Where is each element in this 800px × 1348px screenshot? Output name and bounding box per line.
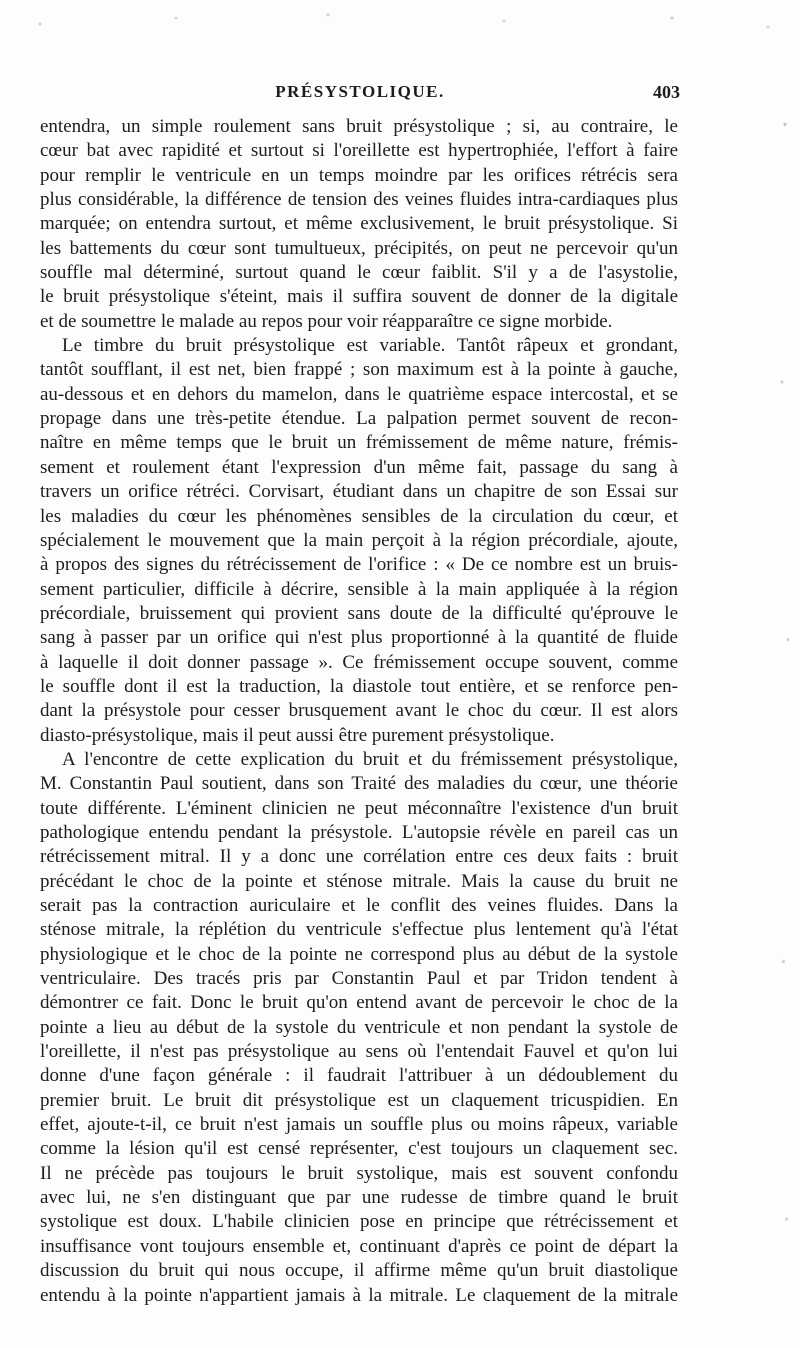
text-line: effet, ajoute-t-il, ce bruit n'est jamais un souffle plus ou moins râpeux, variable (40, 1114, 678, 1136)
page-number: 403 (653, 82, 680, 102)
text-line: l'oreillette, il n'est pas présystolique au sens où l'entendait Fauvel et qu'on lui (40, 1041, 678, 1063)
text-line: sement et roulement étant l'expression d'un même fait, passage du sang à (40, 456, 678, 478)
text-line: comme la lésion qu'il est censé représenter, c'est toujours un claquement sec. (40, 1138, 678, 1160)
text-line: à propos des signes du rétrécissement de l'orifice : « De ce nombre est un bruis- (40, 554, 678, 576)
text-line: diasto-présystolique, mais il peut aussi être purement présystolique. (40, 724, 555, 746)
text-line: le souffle dont il est la traduction, la diastole tout entière, et se renforce pen- (40, 675, 678, 697)
text-line: cœur bat avec rapidité et surtout si l'oreillette est hypertrophiée, l'effort à faire (40, 140, 678, 162)
body-text (40, 115, 678, 1308)
text-line: démontrer ce fait. Donc le bruit qu'on entend avant de percevoir le choc de la (40, 992, 678, 1014)
text-line: entendra, un simple roulement sans bruit présystolique ; si, au contraire, le (40, 116, 678, 137)
text-line: souffle mal déterminé, surtout quand le cœur faiblit. S'il y a de l'asystolie, (40, 262, 678, 284)
text-line: systolique est doux. L'habile clinicien pose en principe que rétrécissement et (40, 1211, 678, 1233)
text-line: donne d'une façon générale : il faudrait l'attribuer à un dédoublement du (40, 1065, 678, 1087)
text-line: discussion du bruit qui nous occupe, il affirme même qu'un bruit diastolique (40, 1260, 678, 1282)
text-line: sténose mitrale, la réplétion du ventricule s'effectue plus lentement qu'à l'état (40, 919, 678, 941)
text-line: marquée; on entendra surtout, et même exclusivement, le bruit présystolique. Si (40, 213, 678, 235)
text-line: physiologique et le choc de la pointe ne correspond plus au début de la systole (40, 943, 678, 965)
text-line: Le timbre du bruit présystolique est variable. Tantôt râpeux et grondant, (62, 335, 678, 357)
text-line: propage dans une très-petite étendue. La palpation permet souvent de recon- (40, 408, 678, 430)
text-line: précordiale, bruissement qui provient sans doute de la difficulté qu'éprouve le (40, 602, 678, 624)
running-title: PRÉSYSTOLIQUE. (275, 82, 445, 101)
text-line: spécialement le mouvement que la main perçoit à la région précordiale, ajoute, (40, 529, 678, 551)
text-line: toute différente. L'éminent clinicien ne peut méconnaître l'existence d'un bruit (40, 797, 678, 819)
text-line: rétrécissement mitral. Il y a donc une corrélation entre ces deux faits : bruit (40, 846, 678, 868)
scan-noise-top (0, 0, 800, 60)
scan-noise-right (770, 60, 800, 1348)
text-line: serait pas la contraction auriculaire et le conflit des veines fluides. Dans la (40, 895, 678, 916)
text-line: pour remplir le ventricule en un temps moindre par les orifices rétrécis sera (40, 164, 678, 186)
text-line: le bruit présystolique s'éteint, mais il suffira souvent de donner de la digitale (40, 286, 678, 308)
text-line: sement particulier, difficile à décrire, sensible à la main appliquée à la région (40, 578, 678, 600)
text-line: au-dessous et en dehors du mamelon, dans le quatrième espace intercostal, et se (40, 383, 678, 405)
text-line: tantôt soufflant, il est net, bien frappé ; son maximum est à la pointe à gauche, (40, 359, 678, 381)
text-line: entendu à la pointe n'appartient jamais à la mitrale. Le claquement de la mitrale (40, 1284, 678, 1306)
text-line: Il ne précède pas toujours le bruit systolique, mais est souvent confondu (40, 1162, 678, 1184)
text-line: avec lui, ne s'en distinguant que par une rudesse de timbre quand le bruit (40, 1187, 678, 1209)
text-line: M. Constantin Paul soutient, dans son Traité des maladies du cœur, une théorie (40, 773, 678, 795)
text-line: naître en même temps que le bruit un frémissement de même nature, frémis- (40, 432, 678, 454)
text-line: sang à passer par un orifice qui n'est plus proportionné à la quantité de fluide (40, 627, 678, 649)
text-line: les maladies du cœur les phénomènes sensibles de la circulation du cœur, et (40, 505, 678, 527)
running-head (40, 82, 680, 110)
text-line: dant la présystole pour cesser brusquement avant le choc du cœur. Il est alors (40, 700, 678, 722)
text-line: A l'encontre de cette explication du bruit et du frémissement présystolique, (62, 748, 678, 770)
text-line: à laquelle il doit donner passage ». Ce frémissement occupe souvent, comme (40, 651, 678, 673)
text-line: précédant le choc de la pointe et sténose mitrale. Mais la cause du bruit ne (40, 870, 678, 892)
text-line: plus considérable, la différence de tension des veines fluides intra-cardiaques plus (40, 189, 678, 211)
text-line: ventriculaire. Des tracés pris par Constantin Paul et par Tridon tendent à (40, 968, 678, 990)
text-line: pointe a lieu au début de la systole du ventricule et non pendant la systole de (40, 1016, 678, 1038)
text-line: premier bruit. Le bruit dit présystolique est un claquement tricuspidien. En (40, 1089, 678, 1111)
text-line: insuffisance vont toujours ensemble et, continuant d'après ce point de départ la (40, 1235, 678, 1257)
text-line: les battements du cœur sont tumultueux, précipités, on peut ne percevoir qu'un (40, 237, 678, 259)
text-line: et de soumettre le malade au repos pour voir réapparaître ce signe morbide. (40, 310, 613, 332)
text-line: pathologique entendu pendant la présystole. L'autopsie révèle en pareil cas un (40, 821, 678, 843)
text-line: travers un orifice rétréci. Corvisart, étudiant dans un chapitre de son Essai sur (40, 481, 678, 503)
